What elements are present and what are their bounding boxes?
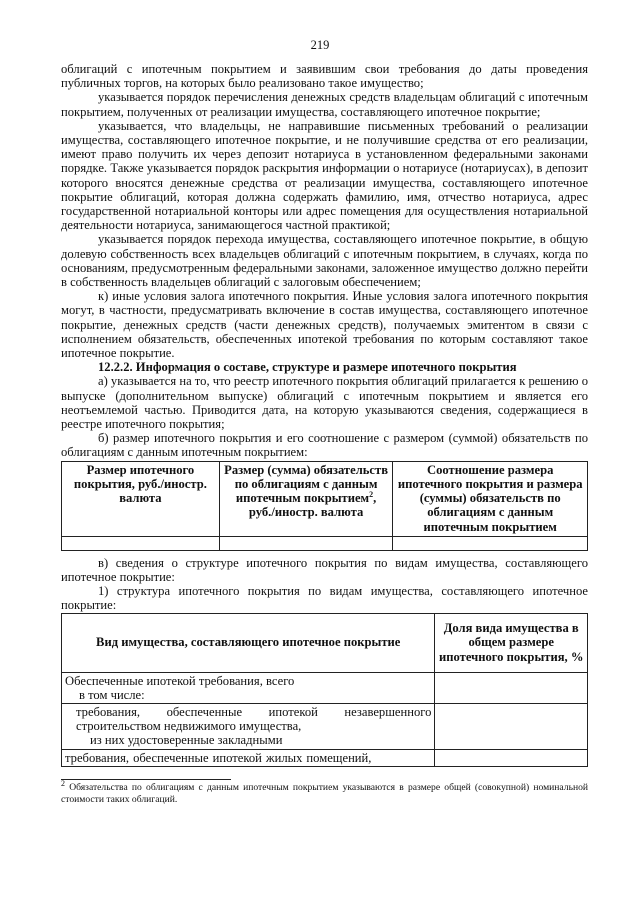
table-header-cell: Соотношение размера ипотечного покрытия и размера (суммы) обязательств по облигациям с данным ипотечным покрытием: [393, 461, 588, 536]
row-label: из них удостоверенные закладными: [90, 733, 283, 748]
paragraph-b: б) размер ипотечного покрытия и его соотношение с размером (суммой) обязательств по облигациям с данным ипотечным покрытием:: [61, 431, 588, 460]
table-row: [62, 703, 588, 749]
table-header-cell: [219, 461, 393, 536]
coverage-size-table: [61, 461, 588, 551]
row-label: требования, обеспеченные ипотекой жилых помещений,: [65, 750, 372, 765]
header-text: Размер (сумма) обязательств по облигациям с данным ипотечным покрытием: [224, 462, 389, 506]
header-text: , руб./иностр. валюта: [248, 491, 377, 520]
paragraph: указывается, что владельцы, не направившие письменных требований о реализации имущества, составляющего ипотечное покрытие, и не получившие средства от его реализации, имеют право получить их через депозит нотариуса в установленном федеральными законами порядке. Также указывается порядок раскрытия информации о нотариусе (нотариусах), в депозит которого вносятся денежные средства от реализации имущества, составляющего ипотечное покрытие облигаций, которая должна содержать фамилию, имя, отчество нотариуса, адрес государственной нотариальной конторы или адрес помещения для осуществления нотариальной деятельности нотариуса, занимающегося частной практикой;: [61, 118, 588, 233]
paragraph: облигаций с ипотечным покрытием и заявившим свои требования до даты проведения публичных торгов, на которых было реализовано такое имущество;: [61, 62, 588, 91]
table-row: [62, 749, 588, 766]
table-cell: [435, 749, 588, 766]
page-number: 219: [310, 38, 330, 52]
row-label: требования, обеспеченные ипотекой незавершенного строительством недвижимого имущества,: [76, 704, 432, 734]
footnote: [61, 778, 589, 806]
table-cell: [62, 703, 435, 749]
paragraph-v: в) сведения о структуре ипотечного покрытия по видам имущества, составляющего ипотечное покрытие:: [61, 555, 588, 584]
table-cell: [219, 536, 393, 550]
table-header-cell: Размер ипотечного покрытия, руб./иностр. валюта: [62, 461, 220, 536]
table-header-cell: Доля вида имущества в общем размере ипотечного покрытия, %: [435, 613, 588, 672]
row-label: Обеспеченные ипотекой требования, всего: [65, 673, 295, 688]
paragraph-v1: 1) структура ипотечного покрытия по видам имущества, составляющего ипотечное покрытие:: [61, 584, 588, 613]
coverage-structure-table: [61, 613, 588, 767]
table-cell: [62, 536, 220, 550]
table-row: [62, 536, 588, 550]
footnote-text: Обязательства по облигациям с данным ипотечным покрытием указываются в размере общей (совокупной) номинальной стоимости таких облигаций.: [61, 781, 589, 805]
table-header-cell: Вид имущества, составляющего ипотечное покрытие: [62, 613, 435, 672]
page-content: [61, 62, 588, 806]
paragraph: указывается порядок перехода имущества, составляющего ипотечное покрытие, в общую долевую собственность всех владельцев облигаций с ипотечным покрытием, в случаях, когда по основаниям, предусмотренным федеральными законами, заложенное имущество должно перейти в собственность владельцев облигаций с залоговым обеспечением;: [61, 232, 588, 290]
table-header-row: [62, 613, 588, 672]
paragraph: указывается порядок перечисления денежных средств владельцам облигаций с ипотечным покрытием, полученных от реализации имущества, составляющего ипотечное покрытие;: [61, 90, 588, 119]
footnote-ref: 2: [369, 489, 374, 499]
table-header-row: [62, 461, 588, 536]
table-cell: [62, 672, 435, 703]
footnote-number: 2: [61, 778, 65, 788]
table-cell: [62, 749, 435, 766]
table-row: [62, 672, 588, 703]
table-cell: [435, 672, 588, 703]
row-label: в том числе:: [79, 687, 145, 702]
table-cell: [435, 703, 588, 749]
paragraph-a: а) указывается на то, что реестр ипотечного покрытия облигаций прилагается к решению о выпуске (дополнительном выпуске) облигаций с ипотечным покрытием и является его неотъемлемой частью. Приводится дата, на которую указываются сведения, содержащиеся в реестре ипотечного покрытия;: [61, 374, 588, 432]
section-heading: 12.2.2. Информация о составе, структуре и размере ипотечного покрытия: [98, 360, 517, 375]
table-cell: [393, 536, 588, 550]
paragraph: к) иные условия залога ипотечного покрытия. Иные условия залога ипотечного покрытия могут, в частности, предусматривать включение в состав имущества, составляющего ипотечное покрытие, денежных средств (части денежных средств), получаемых эмитентом в связи с исполнением обязательств, обеспеченных ипотекой требования по которым составляют такое ипотечное покрытие.: [61, 289, 588, 361]
footnote-divider: [61, 779, 231, 780]
